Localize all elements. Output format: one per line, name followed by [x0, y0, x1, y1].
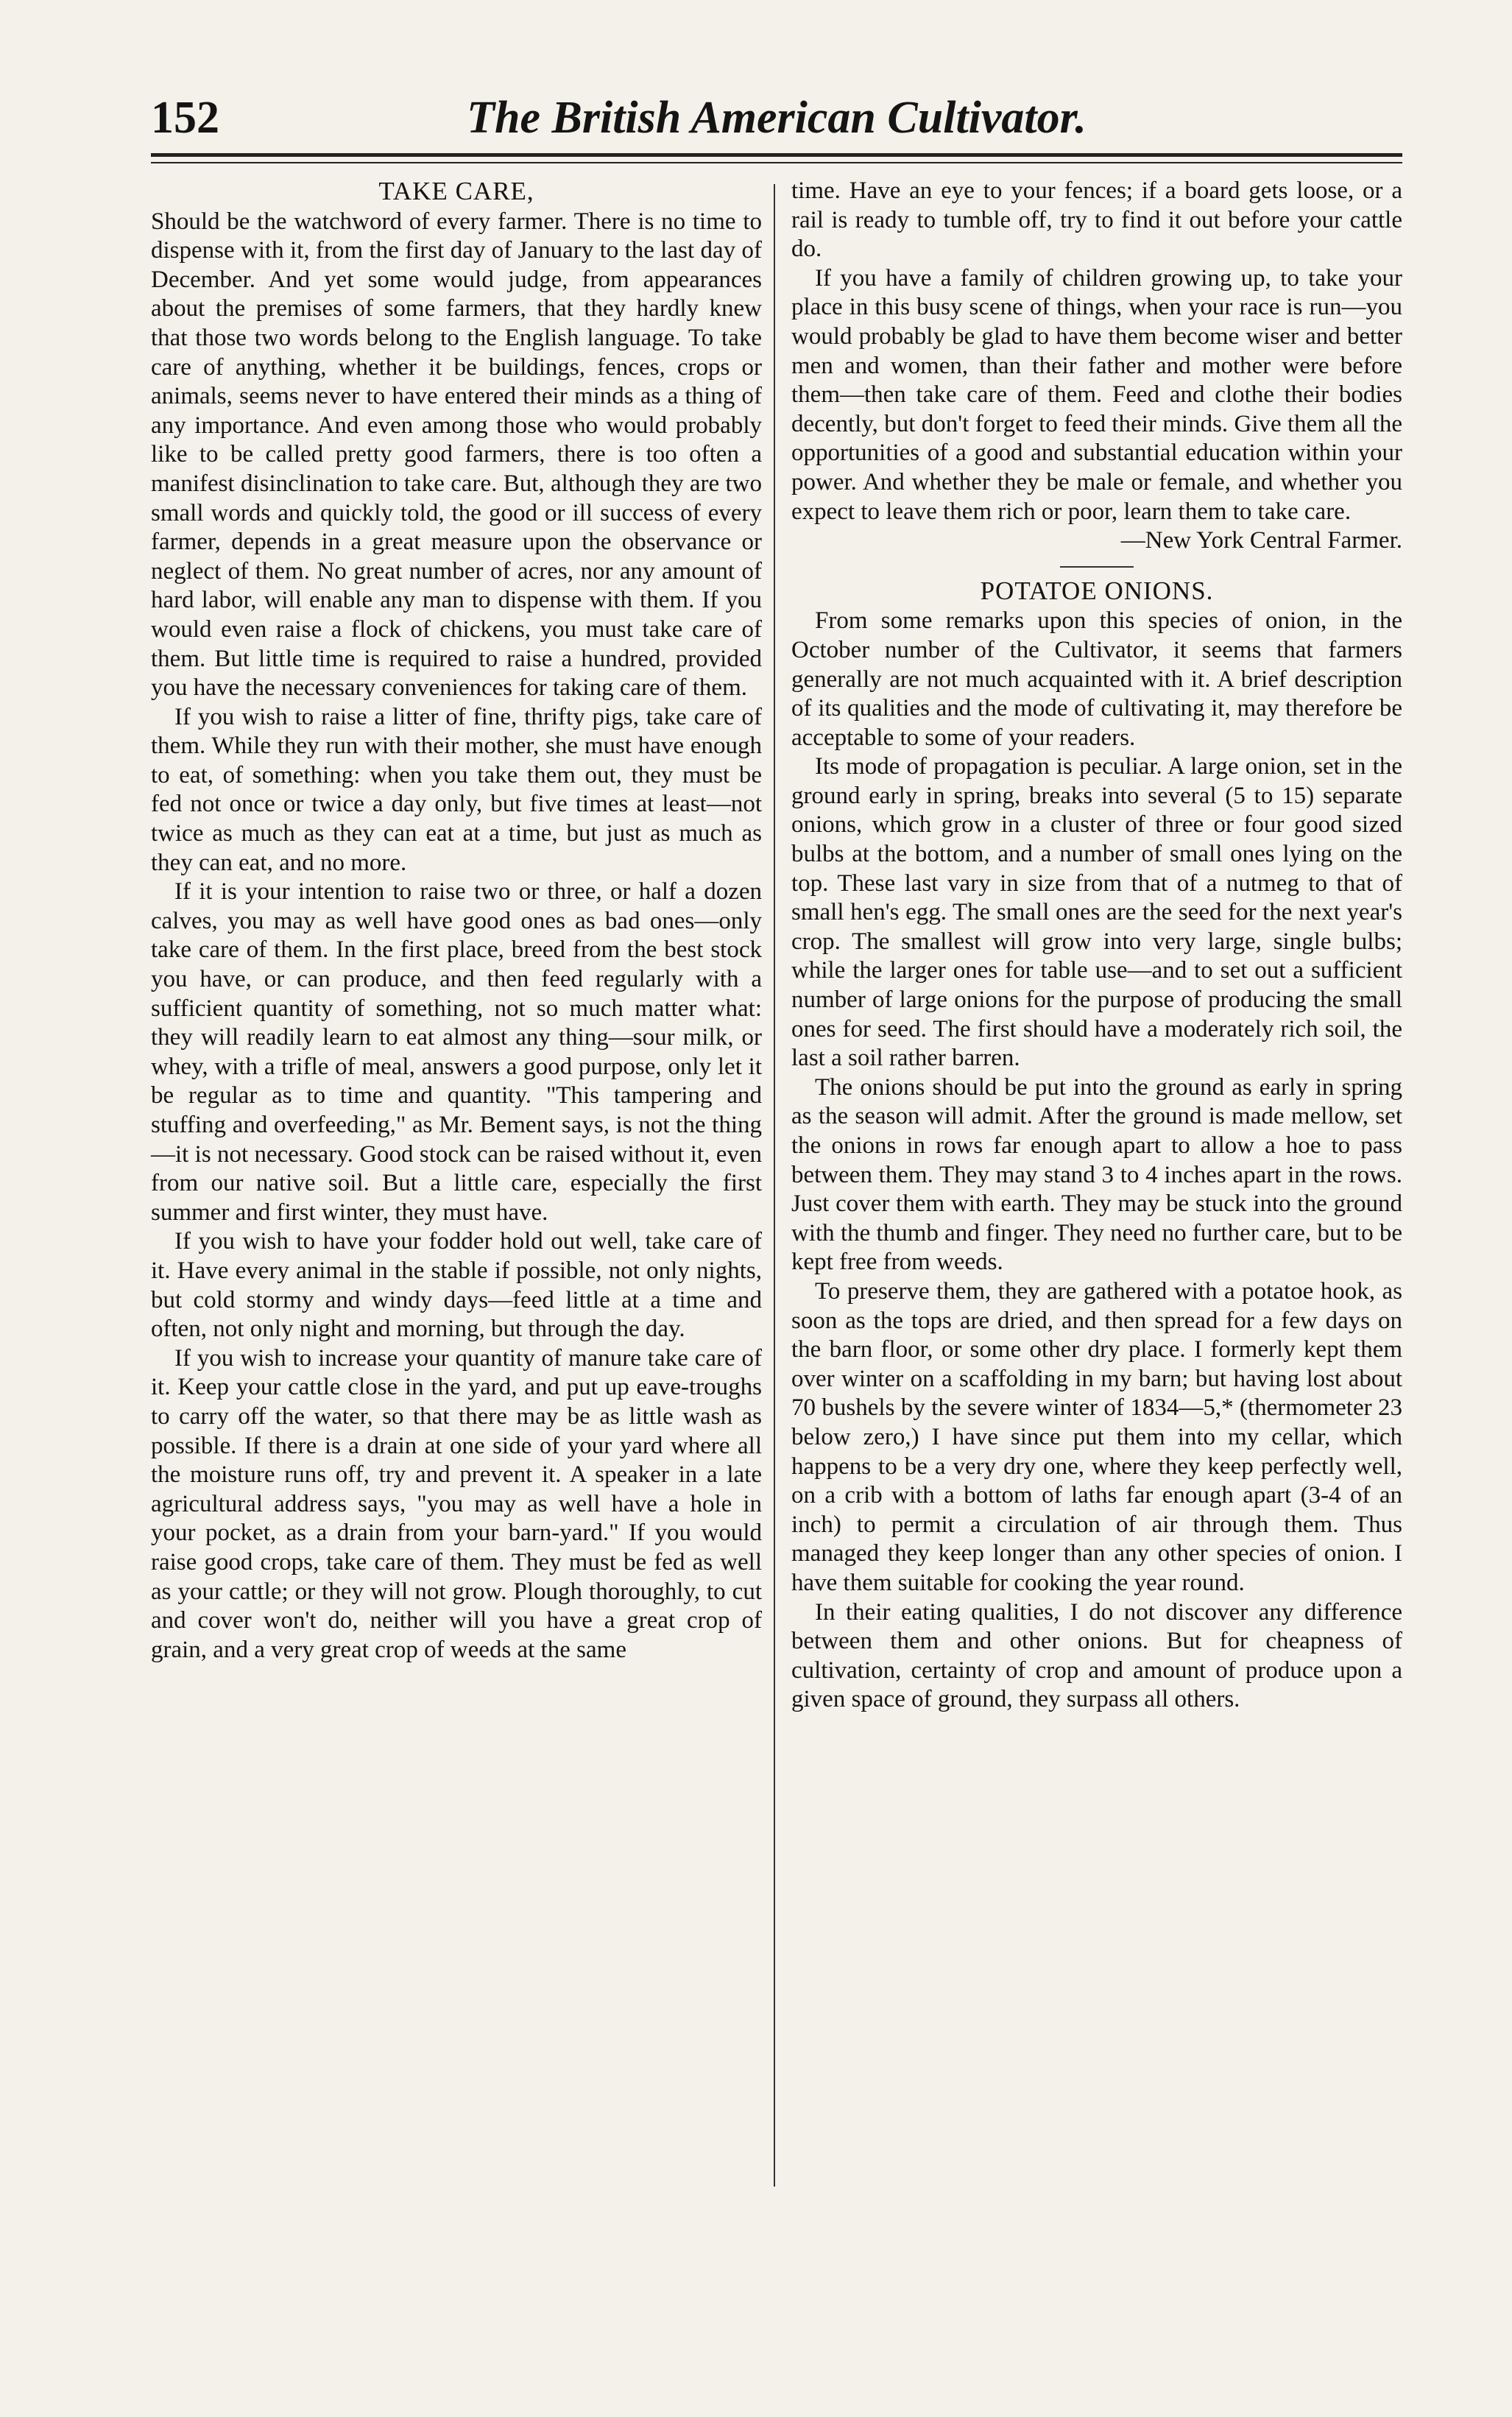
section-divider	[1060, 566, 1134, 568]
potatoe-onions-heading: POTATOE ONIONS.	[980, 576, 1214, 605]
article-source: —New York Central Farmer.	[1120, 527, 1402, 554]
onion-paragraph: From some remarks upon this species of onion, in the October number of the Cultivator, it seems that farmers generally are not much acquainted with it. A brief description of its qualities and the mode of cultivating it, may therefore be acceptable to some of your readers.	[791, 607, 1402, 751]
onion-paragraph: In their eating qualities, I do not discover any difference between them and other onions. But for cheapness of cultivation, certainty of crop and amount of produce upon a given space of ground, they surpass all others.	[791, 1598, 1402, 1713]
column-divider	[774, 184, 775, 2187]
page-header	[151, 92, 1402, 151]
take-care-heading: TAKE CARE,	[378, 177, 534, 205]
header-rule-thin	[151, 162, 1402, 163]
onion-paragraph: The onions should be put into the ground as early in spring as the season will admit. After the ground is made mellow, set the onions in rows far enough apart to allow a hoe to pass between them. They may stand 3 to 4 inches apart in the rows. Just cover them with earth. They may be stuck into the ground with the thumb and finger. They need no further care, but to be kept free from weeds.	[791, 1073, 1402, 1276]
onion-paragraph: To preserve them, they are gathered with a potatoe hook, as soon as the tops are dried, and then spread for a few days on the barn floor, or some other dry place. I formerly kept them over winter on a scaffolding in my barn; but having lost about 70 bushels by the severe winter of 1834—5,* (thermometer 23 below zero,) I have since put them into my cellar, which happens to be a very dry one, where they keep perfectly well, on a crib with a bottom of laths far enough apart (3-4 of an inch) to permit a circulation of air through them. Thus managed they keep longer than any other species of onion. I have them suitable for cooking the year round.	[791, 1277, 1402, 1596]
take-care-paragraph: If you wish to increase your quantity of manure take care of it. Keep your cattle close in the yard, and put up eave-troughs to carry off the water, so that there may be as little wash as possible. If there is a drain at one side of your yard where all the moisture runs off, try and prevent it. A speaker in a late agricultural address says, "you may as well have a hole in your pocket, as a drain from your barn-yard." If you would raise good crops, take care of them. They must be fed as well as your cattle; or they will not grow. Plough thoroughly, to cut and cover won't do, neither will you have a great crop of grain, and a very great crop of weeds at the same	[151, 1344, 762, 1663]
header-rule-thick	[151, 153, 1402, 157]
page-number: 152	[151, 93, 219, 143]
left-column	[151, 177, 762, 1665]
take-care-paragraph: If it is your intention to raise two or three, or half a dozen calves, you may as well have good ones as bad ones—only take care of them. In the first place, breed from the best stock you have, or can produce, and then feed regularly with a sufficient quantity of something, not so much matter what: they will readily learn to eat almost any thing—sour milk, or whey, with a trifle of meal, answers a good purpose, only let it be regular as to time and quantity. "This tampering and stuffing and overfeeding," as Mr. Bement says, is not the thing—it is not necessary. Good stock can be raised without it, even from our native soil. But a little care, especially the first summer and first winter, they must have.	[151, 878, 762, 1226]
running-title: The British American Cultivator.	[467, 93, 1087, 143]
take-care-paragraph: If you have a family of children growing up, to take your place in this busy scene of things, when your race is run—you would probably be glad to have them become wiser and better men and women, than their father and mother were before them—then take care of them. Feed and clothe their bodies decently, but don't forget to feed their minds. Give them all the opportunities of a good and substantial education within your power. And whether they be male or female, and whether you expect to leave them rich or poor, learn them to take care.	[791, 264, 1402, 525]
take-care-paragraph: If you wish to raise a litter of fine, thrifty pigs, take care of them. While they run with their mother, she must have enough to eat, of something: when you take them out, they must be fed not once or twice a day only, but five times at least—not twice as much as they can eat at a time, but just as much as they can eat, and no more.	[151, 703, 762, 876]
take-care-continuation: time. Have an eye to your fences; if a board gets loose, or a rail is ready to tumble off, try to find it out before your cattle do.	[791, 177, 1402, 263]
take-care-paragraph: Should be the watchword of every farmer. There is no time to dispense with it, from the first day of January to the last day of December. And yet some would judge, from appearances about the premises of some farmers, that they hardly knew that those two words belong to the English language. To take care of anything, whether it be buildings, fences, crops or animals, seems never to have entered their minds as a thing of any importance. And even among those who would probably like to be called pretty good farmers, there is too often a manifest disinclination to take care. But, although they are two small words and quickly told, the good or ill success of every farmer, depends in a great measure upon the observance or neglect of them. No great number of acres, nor any amount of hard labor, will enable any man to dispense with them. If you would even raise a flock of chickens, you must take care of them. But little time is required to raise a hundred, provided you have the necessary conveniences for taking care of them.	[151, 208, 762, 702]
onion-paragraph: Its mode of propagation is peculiar. A large onion, set in the ground early in spring, breaks into several (5 to 15) separate onions, which grow in a cluster of three or four good sized bulbs at the bottom, and a number of small ones lying on the top. These last vary in size from that of a nutmeg to that of small hen's egg. The small ones are the seed for the next year's crop. The smallest will grow into very large, single bulbs; while the larger ones for table use—and to set out a sufficient number of large onions for the purpose of producing the small ones for seed. The first should have a moderately rich soil, the last a soil rather barren.	[791, 753, 1402, 1072]
take-care-paragraph: If you wish to have your fodder hold out well, take care of it. Have every animal in the stable if possible, not only nights, but cold stormy and windy days—feed little at a time and often, not only night and morning, but through the day.	[151, 1228, 762, 1343]
right-column	[791, 177, 1402, 1715]
